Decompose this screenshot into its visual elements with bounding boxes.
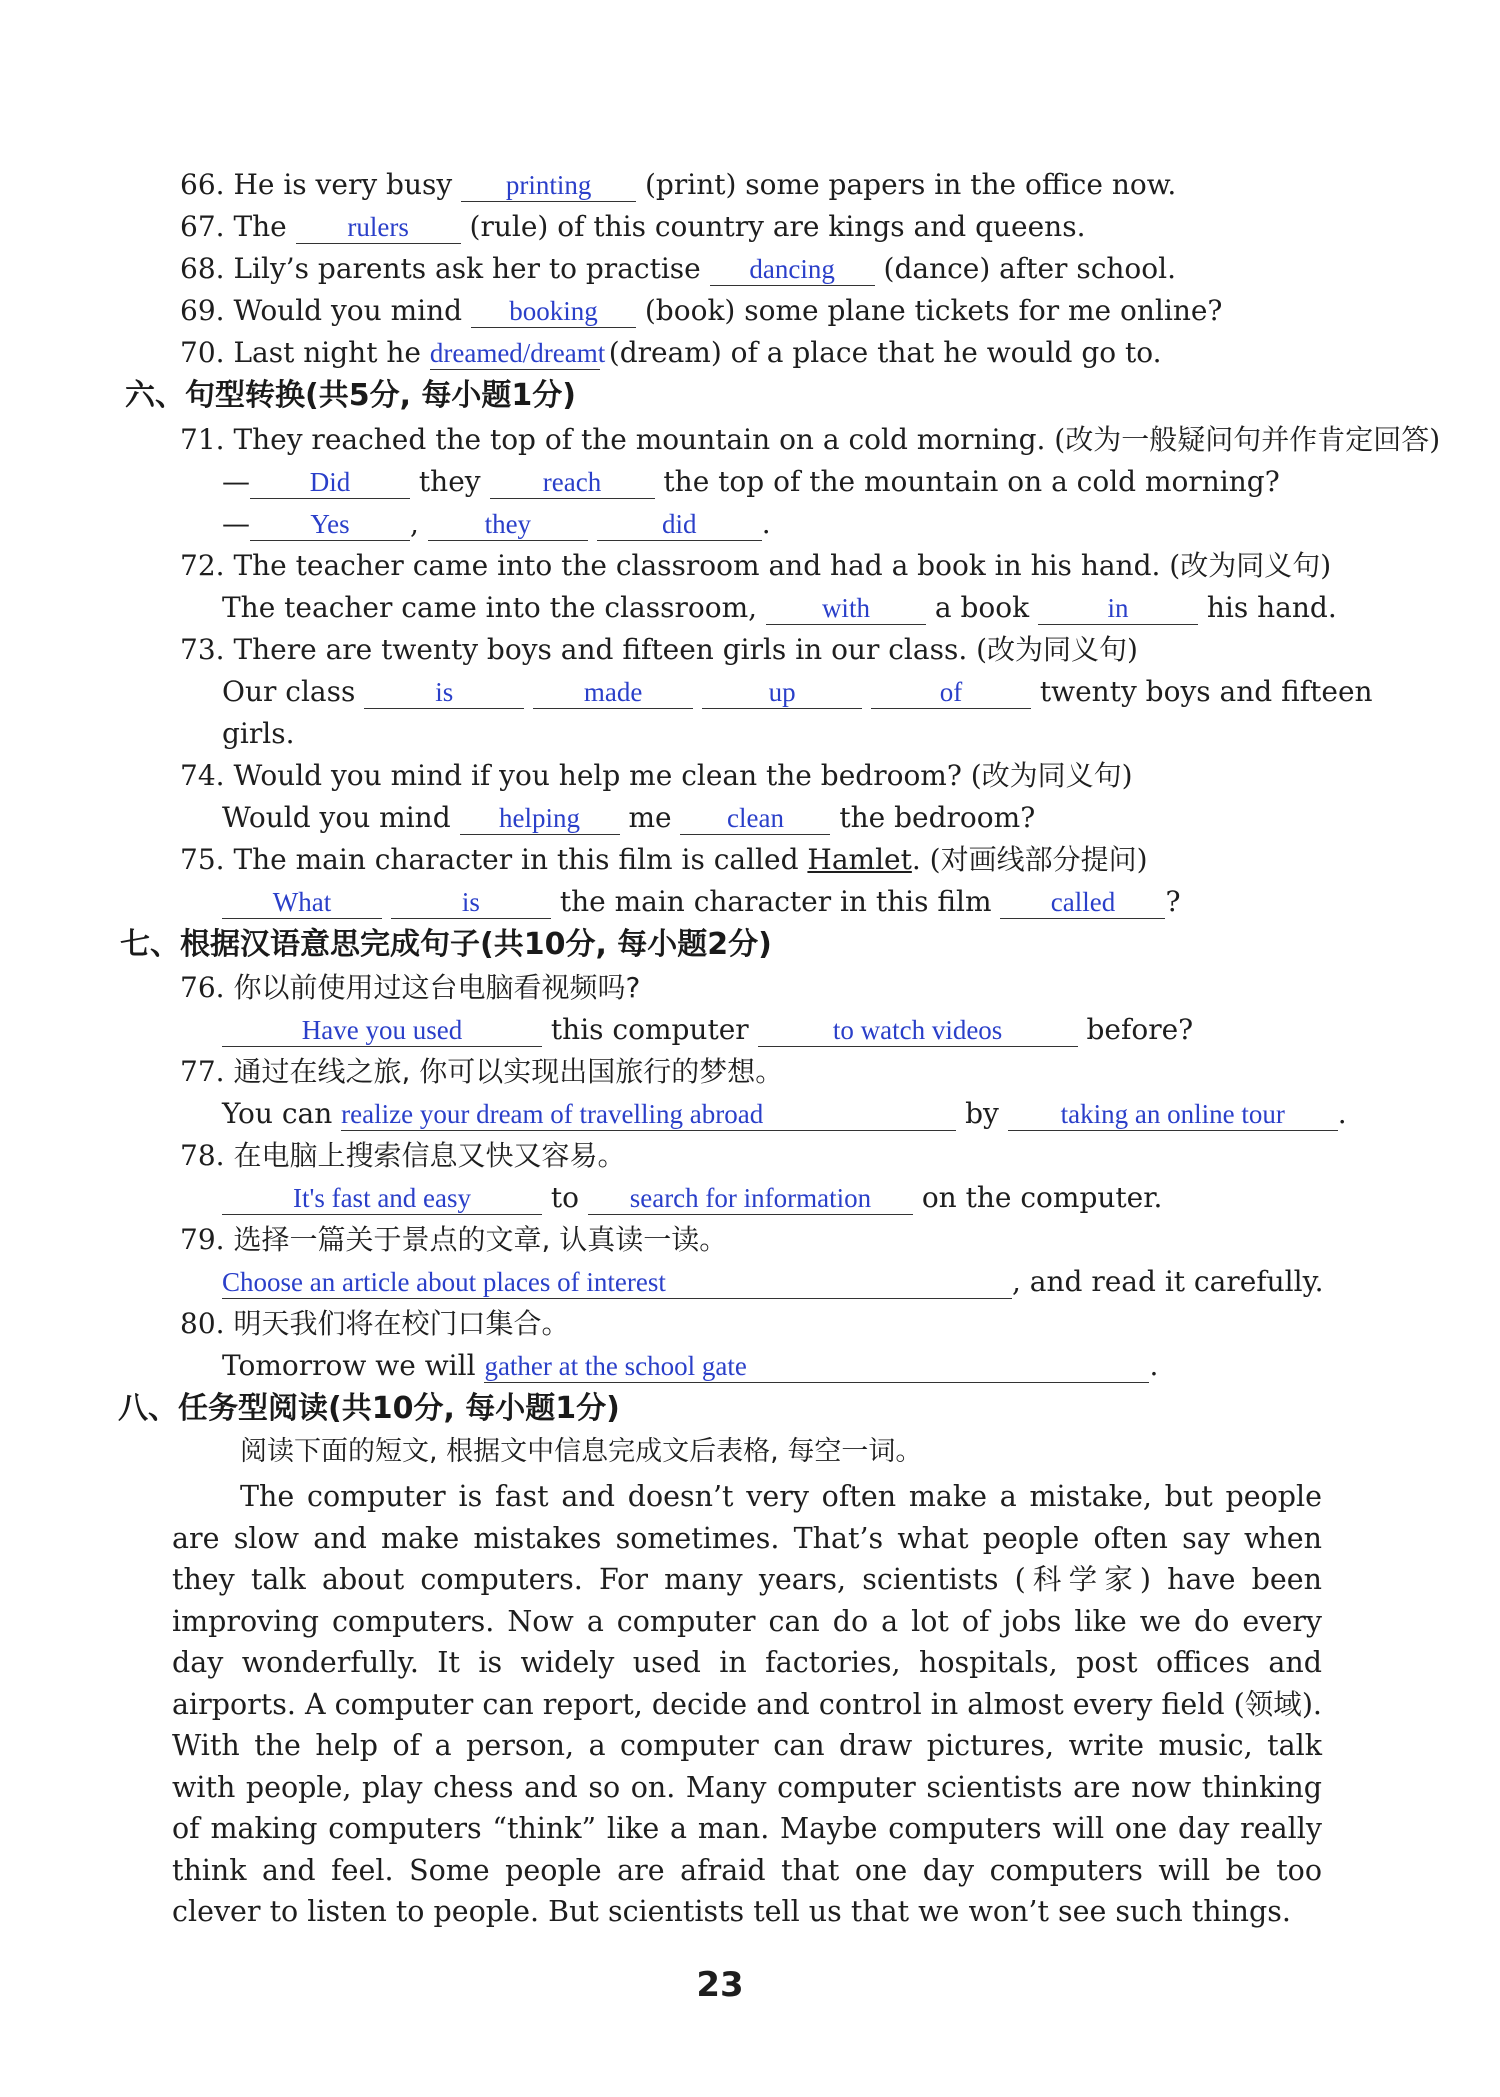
answer-blank[interactable]: of [871,676,1031,709]
question-text: The teacher came into the classroom, [222,591,758,624]
section-8-heading: 八、任务型阅读(共10分, 每小题1分) [118,1391,620,1426]
question-text: He is very busy [233,168,453,201]
question-text: the bedroom? [839,801,1036,834]
question-text: the top of the mountain on a cold morning? [663,465,1280,498]
question-number: 73. [180,633,225,666]
question-76-line-2 [222,1010,1193,1050]
question-78 [180,1136,625,1176]
question-77 [180,1052,783,1092]
question-79-line-2 [222,1262,1324,1302]
period: . [1337,1097,1347,1130]
period: . [761,507,771,540]
question-text: they [418,465,481,498]
chinese-prompt: 选择一篇关于景点的文章, 认真读一读。 [233,1223,728,1256]
passage-text: The computer is fast and doesn’t very often make a mistake, but people are slow and make mistakes sometimes. That’s what people often say when they talk about computers. For many years, scientists (科学家) have been improving computers. Now a computer can do a lot of jobs like we do every day wonderfully. It is widely used in factories, hospitals, post offices and airports. A computer can report, decide and control in almost every field (领域). With the help of a person, a computer can draw pictures, write music, talk with people, play chess and so on. Many computer scientists are now thinking of making computers “think” like a man. Maybe computers will one day really think and feel. Some people are afraid that one day computers will be too clever to listen to people. But scientists tell us that we won’t see such things. [172,1480,1322,1928]
answer-blank[interactable]: gather at the school gate [484,1350,1149,1383]
question-text: by [965,1097,999,1130]
question-number: 80. [180,1307,225,1340]
answer-blank[interactable]: in [1038,592,1198,625]
question-text: before? [1086,1013,1194,1046]
section-6-heading: 六、句型转换(共5分, 每小题1分) [125,378,577,413]
question-text: this computer [550,1013,749,1046]
answer-blank[interactable]: clean [680,802,830,835]
question-77-line-2 [222,1094,1347,1134]
question-text: You can [222,1097,333,1130]
chinese-prompt: 在电脑上搜索信息又快又容易。 [233,1139,626,1172]
question-73 [180,630,1138,670]
question-text: me [628,801,672,834]
question-71-line-3 [222,504,771,544]
question-79 [180,1220,727,1260]
question-75 [180,840,1148,880]
question-text: girls. [222,717,295,750]
question-72 [180,546,1331,586]
answer-blank[interactable]: dreamed/dreamt [429,338,606,368]
answer-blank[interactable]: they [428,508,588,541]
question-text: (book) some plane tickets for me online? [644,294,1223,327]
answer-blank[interactable]: What [222,886,382,919]
question-number: 69. [180,294,225,327]
answer-blank[interactable]: Did [250,466,410,499]
question-80-line-2 [222,1346,1158,1386]
question-number: 76. [180,971,225,1004]
question-66 [180,165,1176,205]
comma: , [410,507,419,540]
question-70 [180,333,1162,373]
question-text: (dance) after school. [883,252,1176,285]
question-text: Tomorrow we will [222,1349,476,1382]
answer-blank[interactable]: printing [461,169,636,202]
question-number: 70. [180,336,225,369]
page-number: 23 [696,1965,744,2005]
answer-blank[interactable]: dancing [710,253,875,286]
chinese-prompt: 通过在线之旅, 你可以实现出国旅行的梦想。 [233,1055,784,1088]
question-text: The main character in this film is called [233,843,808,876]
question-78-line-2 [222,1178,1162,1218]
answer-blank[interactable]: Have you used [222,1014,542,1047]
question-80 [180,1304,569,1344]
answer-blank[interactable]: called [1000,886,1165,919]
question-text: Would you mind [233,294,463,327]
reading-instruction: 阅读下面的短文, 根据文中信息完成文后表格, 每空一词。 [240,1436,923,1467]
answer-blank[interactable]: reach [490,466,655,499]
answer-blank[interactable]: search for information [588,1182,913,1215]
question-text: . (对画线部分提问) [911,843,1148,876]
question-mark: ? [1165,885,1181,918]
underlined-word: Hamlet [807,843,912,876]
question-number: 68. [180,252,225,285]
question-73-line-2 [222,672,1373,712]
question-number: 66. [180,168,225,201]
reading-passage [172,1476,1322,1933]
question-number: 72. [180,549,225,582]
period: . [1149,1349,1159,1382]
question-73-line-3 [222,714,295,754]
answer-blank[interactable]: did [597,508,762,541]
question-69 [180,291,1222,331]
question-text: on the computer. [921,1181,1163,1214]
answer-blank[interactable]: with [766,592,926,625]
question-number: 75. [180,843,225,876]
question-text: a book [934,591,1030,624]
question-76 [180,968,640,1008]
question-text: Would you mind if you help me clean the bedroom? (改为同义句) [233,759,1133,792]
question-text: to [550,1181,580,1214]
question-text: the main character in this film [559,885,992,918]
answer-blank[interactable]: made [533,676,693,709]
answer-blank[interactable]: helping [460,802,620,835]
question-number: 77. [180,1055,225,1088]
answer-blank[interactable]: Yes [250,508,410,541]
question-71-line-2 [222,462,1280,502]
question-number: 67. [180,210,225,243]
dash: — [222,465,250,498]
answer-blank[interactable]: rulers [296,211,461,244]
answer-blank[interactable]: to watch videos [758,1014,1078,1047]
question-75-line-2 [222,882,1180,922]
question-text: Last night he [233,336,421,369]
question-text: The teacher came into the classroom and had a book in his hand. (改为同义句) [233,549,1332,582]
question-text: (print) some papers in the office now. [645,168,1177,201]
question-72-line-2 [222,588,1337,628]
question-text: Lily’s parents ask her to practise [233,252,701,285]
question-number: 71. [180,423,225,456]
dash: — [222,507,250,540]
question-71 [180,420,1440,460]
question-number: 74. [180,759,225,792]
question-text: , and read it carefully. [1012,1265,1324,1298]
question-number: 78. [180,1139,225,1172]
question-text: They reached the top of the mountain on a cold morning. (改为一般疑问句并作肯定回答) [233,423,1441,456]
question-text: There are twenty boys and fifteen girls in our class. (改为同义句) [233,633,1138,666]
question-text: Our class [222,675,356,708]
question-number: 79. [180,1223,225,1256]
answer-blank[interactable]: taking an online tour [1008,1098,1338,1131]
chinese-prompt: 明天我们将在校门口集合。 [233,1307,570,1340]
question-text: The [233,210,287,243]
question-74 [180,756,1133,796]
question-74-line-2 [222,798,1035,838]
question-text: twenty boys and fifteen [1039,675,1373,708]
question-text: (dream) of a place that he would go to. [608,336,1162,369]
answer-blank[interactable]: realize your dream of travelling abroad [341,1098,956,1131]
question-text: (rule) of this country are kings and queens. [469,210,1086,243]
answer-blank[interactable]: up [702,676,862,709]
question-text: Would you mind [222,801,451,834]
question-68 [180,249,1176,289]
question-text: his hand. [1206,591,1337,624]
chinese-prompt: 你以前使用过这台电脑看视频吗? [233,971,641,1004]
question-67 [180,207,1085,247]
answer-blank[interactable]: is [391,886,551,919]
section-7-heading: 七、根据汉语意思完成句子(共10分, 每小题2分) [120,927,772,962]
answer-blank[interactable]: Choose an article about places of interest [222,1266,1012,1299]
answer-blank[interactable]: is [364,676,524,709]
answer-blank[interactable]: booking [471,295,636,328]
answer-blank[interactable]: It's fast and easy [222,1182,542,1215]
